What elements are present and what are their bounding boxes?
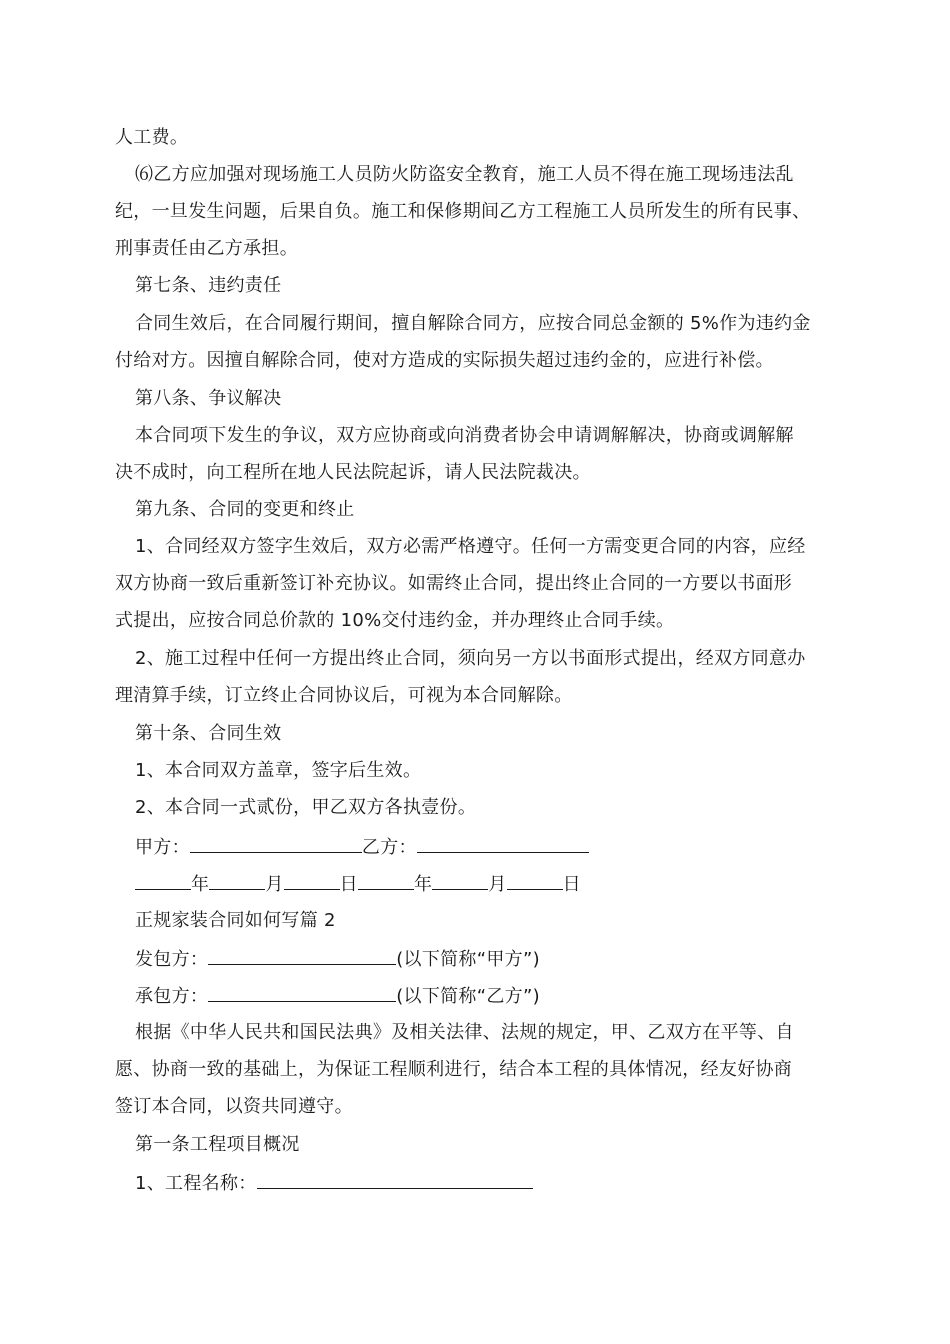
text-line: 根据《中华人民共和国民法典》及相关法律、法规的规定，甲、乙双方在平等、自 (135, 1022, 794, 1043)
contractor-note: (以下简称“乙方”) (396, 986, 540, 1007)
project-name-blank (257, 1170, 533, 1189)
year-blank (358, 871, 414, 890)
text-line: 2、本合同一式贰份，甲乙双方各执壹份。 (135, 797, 477, 818)
text-line: 2、施工过程中任何一方提出终止合同，须向另一方以书面形式提出，经双方同意办 (135, 648, 806, 669)
day-blank (507, 871, 563, 890)
day-label: 日 (562, 874, 581, 895)
section-heading: 第八条、争议解决 (135, 388, 282, 409)
contractor-line (135, 983, 540, 1009)
section-heading: 第一条工程项目概况 (135, 1134, 300, 1155)
employer-note: (以下简称“甲方”) (396, 949, 540, 970)
section-heading: 第九条、合同的变更和终止 (135, 499, 355, 520)
text-line: 双方协商一致后重新签订补充协议。如需终止合同，提出终止合同的一方要以书面形 (115, 573, 793, 594)
party-a-blank (190, 834, 362, 853)
section-title: 正规家装合同如何写篇 2 (135, 910, 336, 931)
signature-line (135, 834, 589, 860)
text-line: 1、合同经双方签字生效后，双方必需严格遵守。任何一方需变更合同的内容，应经 (135, 536, 806, 557)
party-b-label: 乙方： (361, 837, 417, 858)
project-name-label: 1、工程名称： (135, 1173, 257, 1194)
text-line: ⑹乙方应加强对现场施工人员防火防盗安全教育，施工人员不得在施工现场违法乱 (135, 164, 794, 185)
project-name-line (135, 1170, 533, 1196)
text-line: 签订本合同，以资共同遵守。 (115, 1096, 353, 1117)
party-b-blank (417, 834, 589, 853)
text-line: 决不成时，向工程所在地人民法院起诉，请人民法院裁决。 (115, 462, 591, 483)
day-blank (284, 871, 340, 890)
year-blank (135, 871, 191, 890)
section-heading: 第七条、违约责任 (135, 275, 282, 296)
year-label: 年 (191, 874, 210, 895)
date-line (135, 871, 581, 897)
text-line: 刑事责任由乙方承担。 (115, 238, 298, 259)
employer-line (135, 946, 540, 972)
text-line: 付给对方。因擅自解除合同，使对方造成的实际损失超过违约金的，应进行补偿。 (115, 350, 774, 371)
month-label: 月 (265, 874, 284, 895)
employer-label: 发包方： (135, 949, 209, 970)
month-blank (432, 871, 488, 890)
text-line: 纪，一旦发生问题，后果自负。施工和保修期间乙方工程施工人员所发生的所有民事、 (115, 201, 811, 222)
contractor-blank (208, 983, 396, 1002)
contractor-label: 承包方： (135, 986, 209, 1007)
month-blank (209, 871, 265, 890)
month-label: 月 (488, 874, 507, 895)
day-label: 日 (339, 874, 358, 895)
text-line: 人工费。 (115, 127, 189, 148)
text-line: 本合同项下发生的争议，双方应协商或向消费者协会申请调解解决，协商或调解解 (135, 425, 794, 446)
text-line: 愿、协商一致的基础上，为保证工程顺利进行，结合本工程的具体情况，经友好协商 (115, 1059, 793, 1080)
party-a-label: 甲方： (135, 837, 190, 858)
text-line: 合同生效后，在合同履行期间，擅自解除合同方，应按合同总金额的 5%作为违约金 (135, 313, 811, 334)
year-label: 年 (413, 874, 433, 895)
section-heading: 第十条、合同生效 (135, 723, 282, 744)
text-line: 1、本合同双方盖章，签字后生效。 (135, 760, 422, 781)
text-line: 理清算手续，订立终止合同协议后，可视为本合同解除。 (115, 685, 573, 706)
employer-blank (208, 946, 396, 965)
text-line: 式提出，应按合同总价款的 10%交付违约金，并办理终止合同手续。 (115, 610, 675, 631)
